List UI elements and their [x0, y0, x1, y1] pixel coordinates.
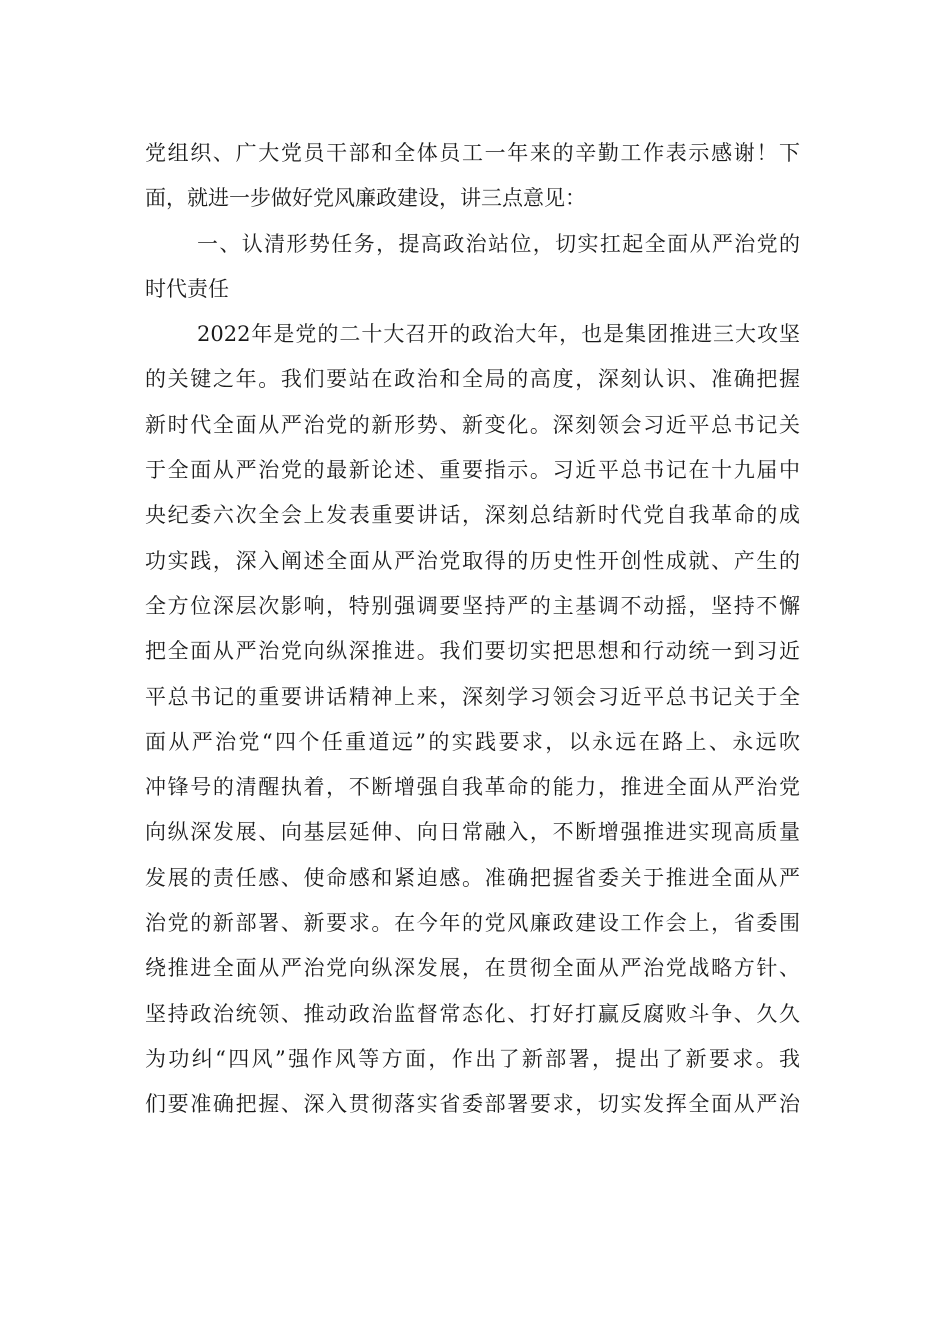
document-body-text: [145, 131, 800, 1128]
text-line: 为功纠“四风”强作风等方面，作出了新部署，提出了新要求。我: [145, 1046, 800, 1071]
text-line: 冲锋号的清醒执着，不断增强自我革命的能力，推进全面从严治党: [145, 775, 800, 800]
text-line: 发展的责任感、使命感和紧迫感。准确把握省委关于推进全面从严: [145, 865, 800, 890]
text-line: 新时代全面从严治党的新形势、新变化。深刻领会习近平总书记关: [145, 412, 800, 437]
text-line: 央纪委六次全会上发表重要讲话，深刻总结新时代党自我革命的成: [145, 503, 800, 528]
text-line: 功实践，深入阐述全面从严治党取得的历史性开创性成就、产生的: [145, 548, 800, 573]
text-line: 们要准确把握、深入贯彻落实省委部署要求，切实发挥全面从严治: [145, 1092, 800, 1117]
text-line: 向纵深发展、向基层延伸、向日常融入，不断增强推进实现高质量: [145, 820, 800, 845]
text-line: 于全面从严治党的最新论述、重要指示。习近平总书记在十九届中: [145, 458, 800, 483]
text-line: 2022年是党的二十大召开的政治大年，也是集团推进三大攻坚: [197, 322, 800, 347]
text-line: 面，就进一步做好党风廉政建设，讲三点意见：: [145, 186, 586, 211]
text-line: 的关键之年。我们要站在政治和全局的高度，深刻认识、准确把握: [145, 367, 800, 392]
text-line: 把全面从严治党向纵深推进。我们要切实把思想和行动统一到习近: [145, 639, 800, 664]
text-line: 绕推进全面从严治党向纵深发展，在贯彻全面从严治党战略方针、: [145, 956, 800, 981]
text-line: 党组织、广大党员干部和全体员工一年来的辛勤工作表示感谢！下: [145, 141, 800, 165]
text-line: 平总书记的重要讲话精神上来，深刻学习领会习近平总书记关于全: [145, 684, 800, 709]
text-line: 全方位深层次影响，特别强调要坚持严的主基调不动摇，坚持不懈: [145, 593, 800, 618]
text-line: 坚持政治统领、推动政治监督常态化、打好打赢反腐败斗争、久久: [145, 1001, 800, 1026]
text-line: 时代责任: [145, 276, 229, 301]
text-line: 一、认清形势任务，提高政治站位，切实扛起全面从严治党的: [197, 231, 800, 256]
text-line: 面从严治党“四个任重道远”的实践要求，以永远在路上、永远吹: [145, 729, 800, 754]
text-line: 治党的新部署、新要求。在今年的党风廉政建设工作会上，省委围: [145, 911, 800, 936]
